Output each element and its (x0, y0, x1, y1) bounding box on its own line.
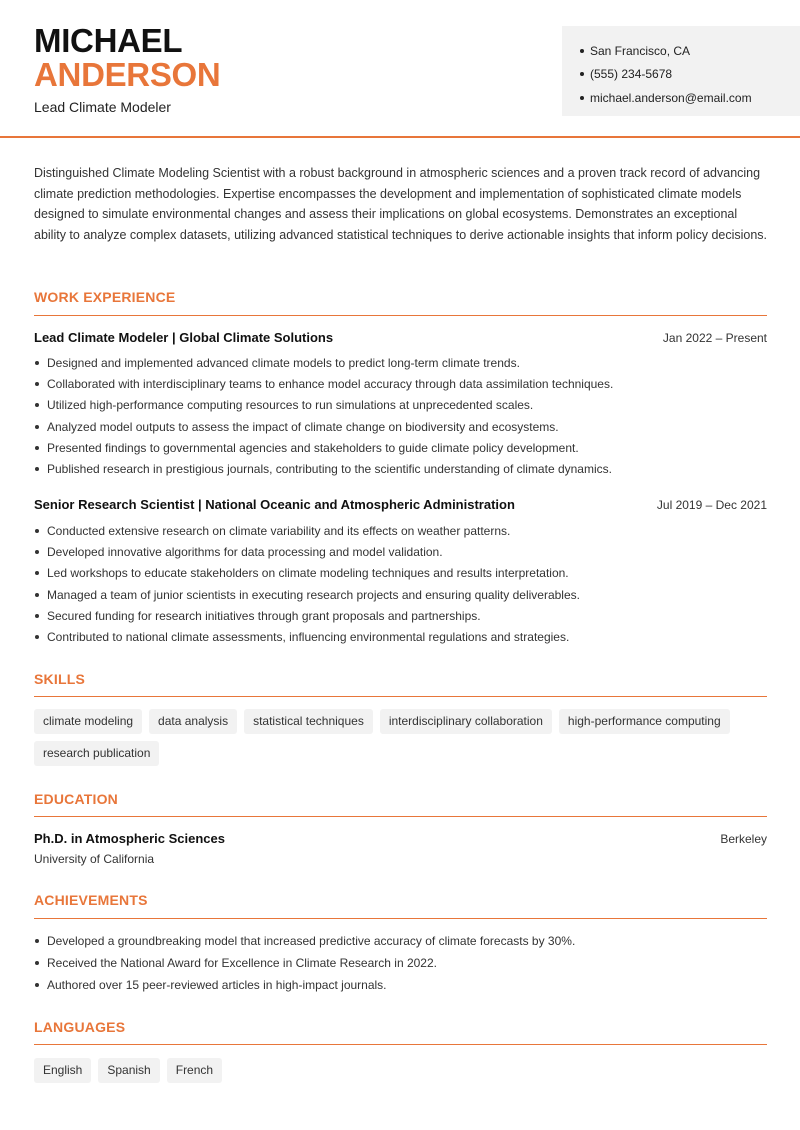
bullet-icon (35, 635, 39, 639)
section-title-languages: LANGUAGES (34, 1019, 126, 1035)
summary-paragraph: Distinguished Climate Modeling Scientist with a robust background in atmospheric sciences and a proven track record of advancing climate prediction methodologies. Expertise encompasses the development and implementation of sophisticated climate models designed to simulate environmental changes and assess their implications on global ecosystems. Demonstrates an exceptional ability to analyze complex datasets, utilizing advanced statistical techniques to derive actionable insights that inform policy decisions. (34, 166, 768, 242)
language-tag: Spanish (98, 1058, 159, 1083)
bullet-icon (35, 382, 39, 386)
bullet-icon (35, 961, 39, 965)
bullet-icon (580, 96, 584, 100)
bullet-icon (35, 403, 39, 407)
skill-tag: climate modeling (34, 709, 142, 734)
list-item: Collaborated with interdisciplinary teams to enhance model accuracy through data assimilation techniques. (34, 373, 767, 394)
list-item: Developed a groundbreaking model that increased predictive accuracy of climate forecasts by 30%. (34, 930, 767, 952)
bullet-icon (35, 467, 39, 471)
bullet-icon (35, 446, 39, 450)
phone-text: (555) 234-5678 (590, 67, 673, 82)
list-item: Presented findings to governmental agencies and stakeholders to guide climate policy development. (34, 437, 767, 458)
job-dates: Jul 2019 – Dec 2021 (656, 498, 767, 512)
location-text: San Francisco, CA (590, 43, 691, 58)
section-divider (34, 816, 767, 817)
job-bullets (34, 352, 767, 480)
bullet-icon (35, 361, 39, 365)
bullet-icon (35, 593, 39, 597)
skill-tag: high-performance computing (559, 709, 730, 734)
list-item: Analyzed model outputs to assess the impact of climate change on biodiversity and ecosystems. (34, 416, 767, 437)
section-title-achievements: ACHIEVEMENTS (34, 892, 148, 908)
language-tag: English (34, 1058, 91, 1083)
education-degree: Ph.D. in Atmospheric Sciences (34, 831, 225, 846)
bullet-icon (35, 529, 39, 533)
list-item: Led workshops to educate stakeholders on climate modeling techniques and results interpretation. (34, 563, 767, 584)
contact-email[interactable] (580, 86, 800, 110)
list-item: Designed and implemented advanced climate models to predict long-term climate trends. (34, 352, 767, 373)
list-item: Secured funding for research initiatives through grant proposals and partnerships. (34, 605, 767, 626)
job-header (34, 497, 767, 512)
email-text[interactable]: michael.anderson@email.com (590, 90, 752, 105)
language-tag: French (167, 1058, 222, 1083)
skill-tag: statistical techniques (244, 709, 373, 734)
job-role: Senior Research Scientist | National Oceanic and Atmospheric Administration (34, 497, 515, 512)
job-bullets (34, 520, 767, 648)
contact-phone (580, 63, 800, 87)
list-item: Authored over 15 peer-reviewed articles in high-impact journals. (34, 974, 767, 996)
job-title: Lead Climate Modeler (34, 99, 171, 115)
language-tags (34, 1058, 774, 1083)
contact-box (562, 26, 800, 116)
section-title-education: EDUCATION (34, 791, 118, 807)
job-role: Lead Climate Modeler | Global Climate Solutions (34, 330, 334, 345)
bullet-icon (580, 72, 584, 76)
list-item: Conducted extensive research on climate variability and its effects on weather patterns. (34, 520, 767, 541)
section-divider (34, 1044, 767, 1045)
bullet-icon (35, 571, 39, 575)
list-item: Managed a team of junior scientists in executing research projects and ensuring quality deliverables. (34, 584, 767, 605)
contact-location (580, 39, 800, 63)
list-item: Published research in prestigious journals, contributing to the scientific understanding of climate dynamics. (34, 458, 767, 479)
section-divider (34, 918, 767, 919)
first-name: MICHAEL (34, 22, 183, 59)
education-location: Berkeley (720, 832, 767, 846)
skills-tags (34, 709, 774, 766)
job-header (34, 330, 767, 345)
list-item: Utilized high-performance computing resources to run simulations at unprecedented scales. (34, 395, 767, 416)
education-school: University of California (34, 852, 155, 866)
bullet-icon (35, 614, 39, 618)
skill-tag: research publication (34, 741, 159, 766)
list-item: Developed innovative algorithms for data processing and model validation. (34, 541, 767, 562)
list-item: Received the National Award for Excellence in Climate Research in 2022. (34, 952, 767, 974)
section-divider (34, 696, 767, 697)
bullet-icon (35, 983, 39, 987)
section-divider (34, 315, 767, 316)
last-name: ANDERSON (34, 56, 221, 93)
section-title-work: WORK EXPERIENCE (34, 289, 176, 305)
skill-tag: interdisciplinary collaboration (380, 709, 552, 734)
section-title-skills: SKILLS (34, 671, 85, 687)
bullet-icon (580, 49, 584, 53)
achievement-bullets (34, 930, 767, 996)
list-item: Contributed to national climate assessments, influencing environmental regulations and strategies. (34, 626, 767, 647)
skill-tag: data analysis (149, 709, 237, 734)
education-header (34, 831, 767, 846)
job-dates: Jan 2022 – Present (662, 331, 767, 345)
bullet-icon (35, 939, 39, 943)
resume-header (0, 0, 800, 138)
bullet-icon (35, 550, 39, 554)
bullet-icon (35, 425, 39, 429)
